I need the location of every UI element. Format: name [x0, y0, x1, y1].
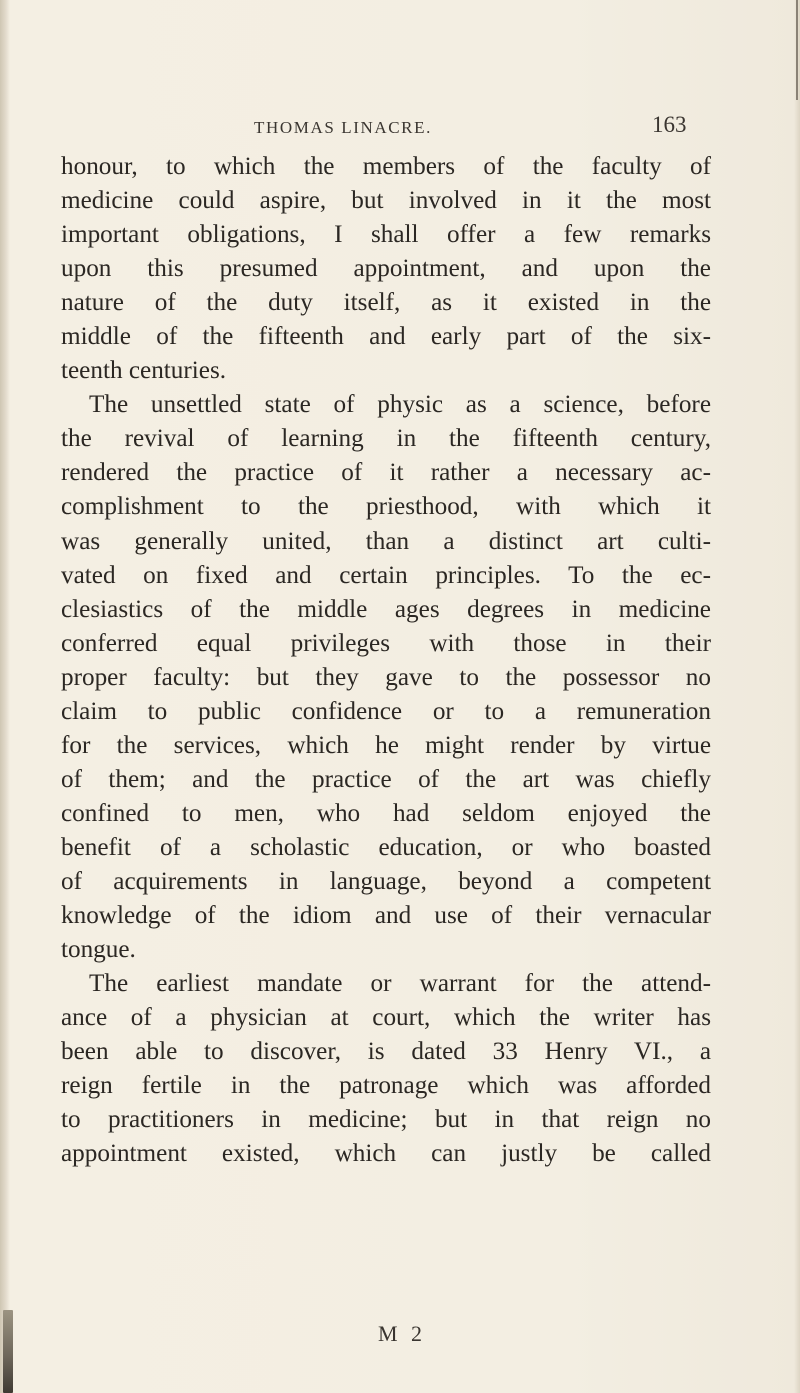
- text-line: upon this presumed appointment, and upon the: [61, 255, 711, 283]
- text-line: medicine could aspire, but involved in it the most: [61, 187, 711, 215]
- text-line: important obligations, I shall offer a few remarks: [61, 221, 711, 249]
- text-line: of acquirements in language, beyond a competent: [61, 867, 711, 895]
- text-line: knowledge of the idiom and use of their vernacular: [61, 902, 711, 930]
- text-line: claim to public confidence or to a remuneration: [61, 697, 711, 725]
- signature-mark: M 2: [378, 1321, 427, 1346]
- text-line: complishment to the priesthood, with which it: [61, 493, 711, 521]
- text-line: middle of the fifteenth and early part of the six-: [61, 323, 711, 351]
- bookmark-ribbon: [3, 1310, 13, 1393]
- text-line: vated on fixed and certain principles. To the ec-: [61, 561, 711, 589]
- page-edge: [794, 0, 800, 1393]
- text-line: been able to discover, is dated 33 Henry VI., a: [61, 1038, 711, 1066]
- text-line: benefit of a scholastic education, or who boasted: [61, 833, 711, 861]
- page-header: [254, 112, 704, 146]
- text-line: for the services, which he might render by virtue: [61, 731, 711, 759]
- text-line: proper faculty: but they gave to the possessor no: [61, 663, 711, 691]
- text-line: of them; and the practice of the art was chiefly: [61, 765, 711, 793]
- text-line: tongue.: [61, 936, 136, 964]
- gutter-shadow: [0, 0, 10, 1393]
- page-edge-line: [796, 0, 798, 100]
- text-line: reign fertile in the patronage which was afforded: [61, 1072, 711, 1100]
- paragraph-start-line: The earliest mandate or warrant for the attend-: [89, 970, 711, 998]
- text-line: confined to men, who had seldom enjoyed the: [61, 799, 711, 827]
- text-line: honour, to which the members of the faculty of: [61, 153, 711, 180]
- page-number: 163: [652, 112, 687, 137]
- text-line: the revival of learning in the fifteenth century,: [61, 425, 711, 453]
- text-line: clesiastics of the middle ages degrees in medicine: [61, 595, 711, 623]
- paragraph-start-line: The unsettled state of physic as a science, before: [89, 391, 711, 419]
- text-line: teenth centuries.: [61, 357, 227, 385]
- text-line: nature of the duty itself, as it existed in the: [61, 289, 711, 317]
- text-line: appointment existed, which can justly be called: [61, 1140, 711, 1168]
- text-line: to practitioners in medicine; but in that reign no: [61, 1106, 711, 1134]
- text-line: was generally united, than a distinct art culti-: [61, 527, 711, 555]
- body-text: [61, 150, 711, 1171]
- text-line: ance of a physician at court, which the writer has: [61, 1004, 711, 1032]
- text-line: conferred equal privileges with those in their: [61, 629, 711, 657]
- running-head: THOMAS LINACRE.: [254, 118, 432, 137]
- text-line: rendered the practice of it rather a necessary ac-: [61, 459, 711, 487]
